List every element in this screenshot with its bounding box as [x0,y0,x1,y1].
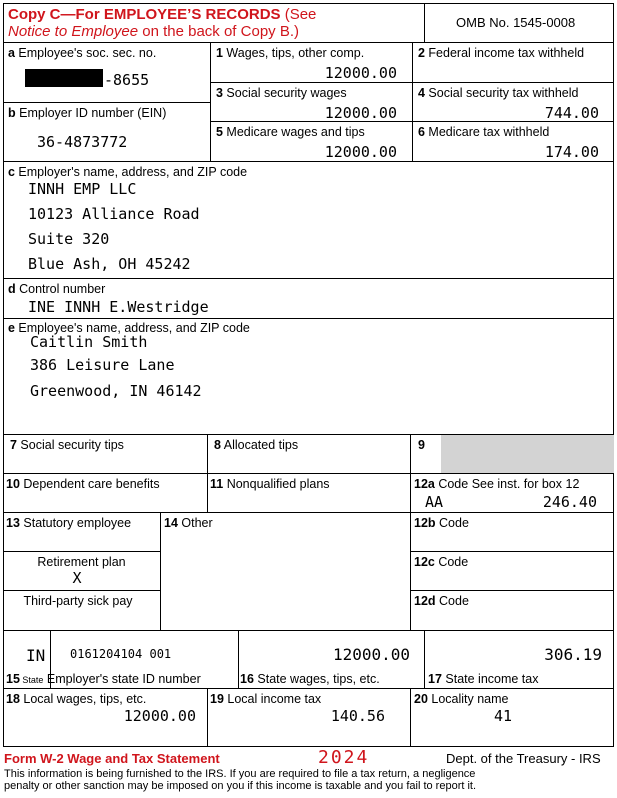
rule [3,42,614,43]
rule [3,473,614,474]
box-20-label: 20 Locality name [414,692,509,706]
box-13-label: 13 Statutory employee [6,516,132,530]
box-d-value: INE INNH E.Westridge [28,298,209,316]
box-12b-label: 12b Code [414,516,469,530]
rule [3,688,614,689]
box-10-label: 10 Dependent care benefits [6,477,160,491]
rule [3,551,160,552]
box-a-value: -8655 [104,71,150,89]
box-b-value: 36-4873772 [37,133,128,151]
box-9-shading [441,435,614,473]
retirement-plan-label: Retirement plan [37,555,126,569]
rule [3,512,614,513]
box-5-value: 12000.00 [324,143,397,161]
omb-number: OMB No. 1545-0008 [456,15,576,30]
rule [3,278,614,279]
employer-address-line: 10123 Alliance Road [28,205,200,223]
rule [410,688,411,747]
box-16-label: 16 State wages, tips, etc. [240,672,380,686]
rule [3,102,210,103]
box-12c-label: 12c Code [414,555,469,569]
rule [210,42,211,161]
rule [3,630,614,631]
employee-name: Caitlin Smith [30,333,148,351]
box-a-label: a Employee's soc. sec. no. [8,46,157,60]
box-19-value: 140.56 [330,707,385,725]
rule [424,630,425,688]
rule [412,42,413,161]
rule [410,551,614,552]
box-16-value: 12000.00 [332,645,410,664]
box-d-label: d Control number [8,282,106,296]
box-14-label: 14 Other [164,516,213,530]
tax-year: 2024 [318,747,370,768]
box-12a-code: AA [425,493,444,511]
department-label: Dept. of the Treasury - IRS [446,751,601,766]
box-18-value: 12000.00 [123,707,196,725]
rule [238,630,239,688]
form-name: Form W-2 Wage and Tax Statement [4,751,220,766]
box-8-label: 8 Allocated tips [214,438,299,452]
box-17-value: 306.19 [544,645,602,664]
box-c-label: c Employer's name, address, and ZIP code [8,165,248,179]
employer-name: INNH EMP LLC [28,180,137,198]
box-12a-label: 12a Code See inst. for box 12 [414,477,580,491]
copy-c-title: Copy C—For EMPLOYEE’S RECORDS (See [8,6,317,23]
box-7-label: 7 Social security tips [10,438,124,452]
box-b-label: b Employer ID number (EIN) [8,106,167,120]
copy-c-subtitle: Notice to Employee on the back of Copy B.) [8,23,299,40]
box-15-label: 15 State Employer's state ID number [6,672,201,686]
employer-address-line: Suite 320 [28,230,110,248]
box-3-value: 12000.00 [324,104,397,122]
box-20-value: 41 [494,707,513,725]
rule [207,434,208,512]
rule [160,512,161,630]
box-6-value: 174.00 [544,143,599,161]
rule [3,318,614,319]
box-18-label: 18 Local wages, tips, etc. [6,692,147,706]
third-party-sick-pay-label: Third-party sick pay [23,594,133,608]
box-17-label: 17 State income tax [428,672,539,686]
box-6-label: 6 Medicare tax withheld [418,125,550,139]
box-5-label: 5 Medicare wages and tips [216,125,365,139]
employee-city-state-zip: Greenwood, IN 46142 [30,382,202,400]
box-11-label: 11 Nonqualified plans [210,477,330,491]
box-e-label: e Employee's name, address, and ZIP code [8,321,250,335]
box-15-state-id: 0161204104 001 [70,647,172,661]
employer-city-state-zip: Blue Ash, OH 45242 [28,255,191,273]
box-15-state: IN [26,646,46,665]
employee-address-line: 386 Leisure Lane [30,356,175,374]
box-3-label: 3 Social security wages [216,86,347,100]
rule [207,688,208,747]
rule [424,3,425,42]
notice-text: penalty or other sanction may be imposed on you if this income is taxable and you fail to report it. [4,780,477,792]
rule [3,590,160,591]
box-19-label: 19 Local income tax [210,692,322,706]
box-1-value: 12000.00 [324,64,397,82]
rule [410,590,614,591]
box-1-label: 1 Wages, tips, other comp. [216,46,365,60]
box-12a-amount: 246.40 [542,493,597,511]
box-4-label: 4 Social security tax withheld [418,86,579,100]
box-12d-label: 12d Code [414,594,469,608]
box-2-label: 2 Federal income tax withheld [418,46,585,60]
rule [410,434,411,630]
rule [3,161,614,162]
retirement-plan-checkbox[interactable]: X [72,569,82,587]
box-4-value: 744.00 [544,104,599,122]
ssn-redaction [25,69,103,87]
notice-text: This information is being furnished to the IRS. If you are required to file a tax return, a negligence [4,768,476,780]
box-9-label: 9 [418,438,425,452]
